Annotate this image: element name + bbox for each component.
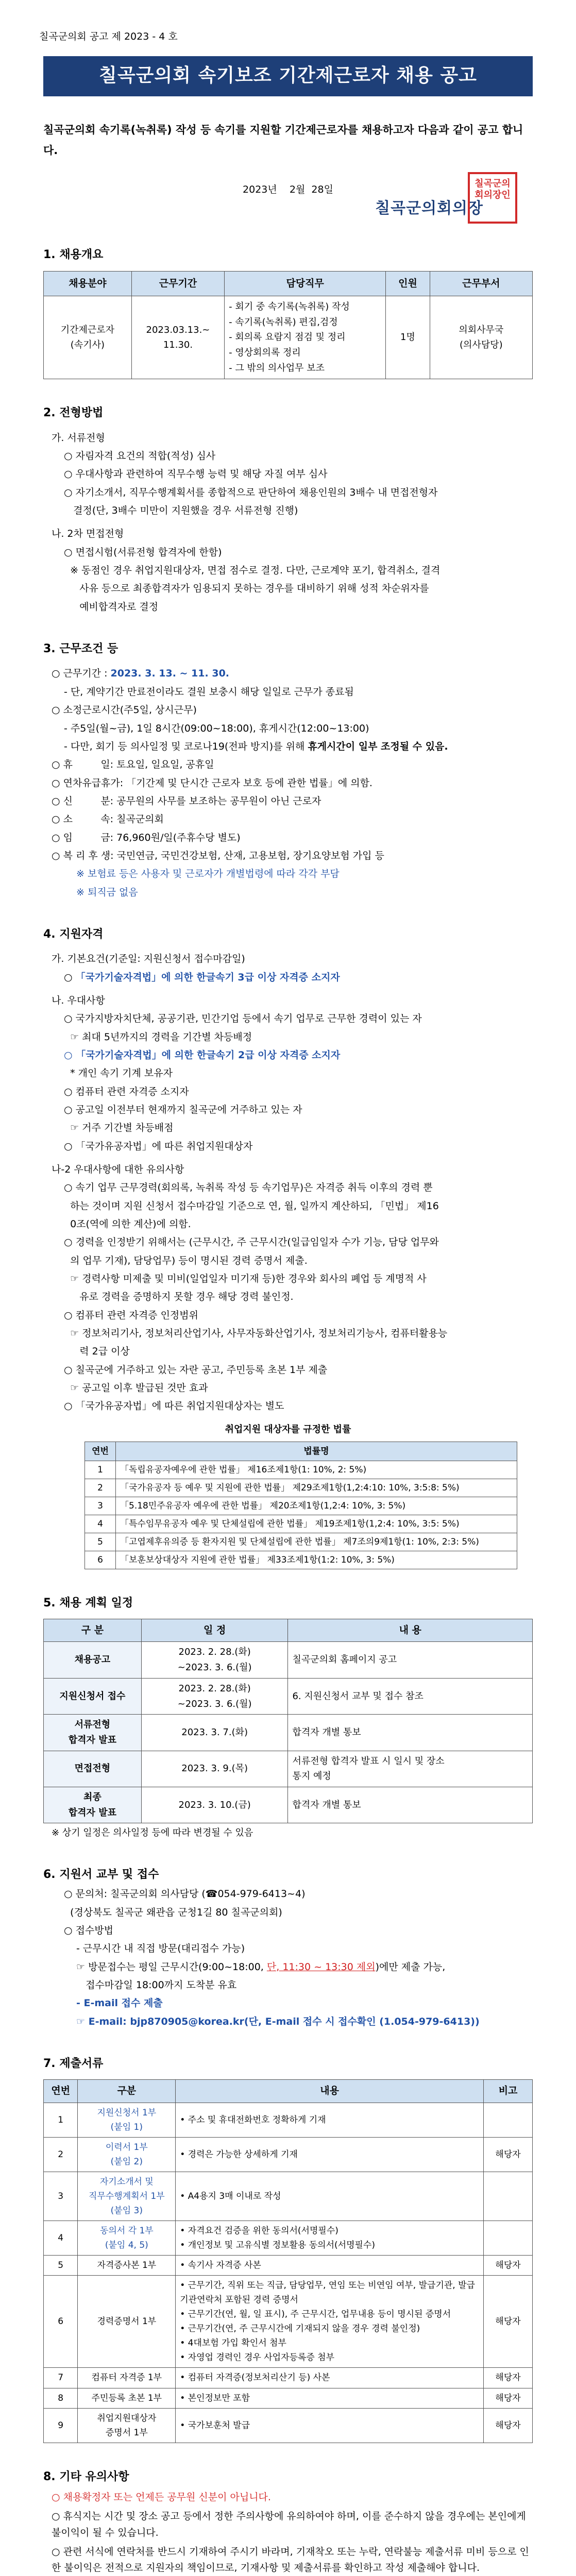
th-dates: 일 정 — [141, 1619, 288, 1642]
th-content: 내 용 — [288, 1619, 533, 1642]
visit-note-excluded: 단, 11:30 ~ 13:30 제외 — [266, 1961, 376, 1973]
th-doc-content: 내용 — [176, 2080, 484, 2103]
content-cell: 6. 지원신청서 교부 및 접수 참조 — [288, 1678, 533, 1714]
law-name: 「고엽제후유의증 등 환자지원 및 단체설립에 관한 법률」 제7조의9제1항(1: 10%, 2:3: 5%) — [116, 1533, 517, 1551]
th-field: 채용분야 — [44, 271, 132, 296]
announcement-date: 2023년 2월 28일 — [243, 183, 333, 195]
cell-period: 2023.03.13.~ 11.30. — [131, 296, 224, 379]
list-item: ○ 임 금: 76,960원/일(주휴수당 별도) — [52, 832, 241, 843]
table-row — [44, 2221, 533, 2256]
doc-no: 4 — [44, 2221, 78, 2256]
doc-content: • 본인정보만 포함 — [176, 2388, 484, 2408]
doc-screening-list — [43, 448, 533, 519]
table-row — [44, 1787, 533, 1823]
page-title: 칠곡군의회 속기보조 기간제근로자 채용 공고 — [43, 56, 533, 96]
table-row — [85, 1497, 517, 1515]
visit-note-b: )에만 제출 가능, — [375, 1961, 446, 1973]
section-qualifications-title: 4. 지원자격 — [43, 927, 104, 941]
th-count: 인원 — [386, 271, 430, 296]
law-name: 「5.18민주유공자 예우에 관한 법률」 제20조제1항(1,2:4: 10%, 3: 5%) — [116, 1497, 517, 1515]
list-item: ○ 「국가유공자법」에 따른 취업지원대상자는 별도 — [64, 1400, 284, 1412]
section-schedule-title: 5. 채용 계획 일정 — [43, 1596, 133, 1609]
doc-note: 해당자 — [484, 2368, 533, 2388]
table-row — [44, 2388, 533, 2408]
doc-type: 취업지원대상자 증명서 1부 — [78, 2408, 176, 2443]
list-item: ○ 신 분: 공무원의 사무를 보조하는 공무원이 아닌 근로자 — [52, 795, 321, 807]
list-item — [43, 739, 533, 755]
list-item: ○ 연차유급휴가: 「기간제 및 단시간 근로자 보호 등에 관한 법률」에 의함. — [52, 777, 372, 789]
list-item: ☞ 최대 5년까지의 경력을 기간별 차등배정 — [64, 1031, 252, 1043]
th-period: 근무기간 — [131, 271, 224, 296]
law-no: 4 — [85, 1515, 116, 1533]
list-item: ☞ 정보처리기사, 정보처리산업기사, 사무자동화산업기사, 정보처리기능사, 컴퓨터활용능 — [64, 1328, 448, 1340]
visit-note — [43, 1959, 533, 1975]
list-item: ○ 속기 업무 근무경력(회의록, 녹취록 작성 등 속기업무)은 자격증 취득 이후의 경력 뿐 — [64, 1182, 433, 1194]
section-overview-title: 1. 채용개요 — [43, 248, 104, 262]
doc-type: 자기소개서 및 직무수행계획서 1부 (붙임 3) — [78, 2172, 176, 2221]
section-documents-title: 7. 제출서류 — [43, 2057, 104, 2071]
doc-no: 5 — [44, 2256, 78, 2276]
doc-no: 2 — [44, 2137, 78, 2172]
doc-content: • 주소 및 휴대전화번호 정확하게 기재 — [176, 2103, 484, 2137]
stage-cell: 채용공고 — [44, 1642, 142, 1678]
doc-content: • 경력은 가능한 상세하게 기재 — [176, 2137, 484, 2172]
doc-no: 8 — [44, 2388, 78, 2408]
list-item: ○ 관련 서식에 연락처를 반드시 기재하여 주시기 바라며, 기재착오 또는 누락, 연락불능 제출서류 미비 등으로 인한 불이익은 전적으로 지원자의 책임이므로, 기재사항 및 제출서류를 확인하고 작성 제출해야 합니다. — [52, 2546, 529, 2574]
list-item: - 주5일(월~금), 1일 8시간(09:00~18:00), 휴게시간(12:00~13:00) — [64, 722, 369, 734]
preference-notes-list — [43, 1180, 533, 1414]
doc-content: • 속기사 자격증 사본 — [176, 2256, 484, 2276]
doc-type: 경력증명서 1부 — [78, 2276, 176, 2368]
law-no: 6 — [85, 1551, 116, 1569]
doc-type: 이력서 1부 (붙임 2) — [78, 2137, 176, 2172]
table-row — [85, 1533, 517, 1551]
list-item: 0조(역에 의한 계산)에 의함. — [64, 1218, 191, 1230]
doc-note — [484, 2172, 533, 2221]
doc-content: • 자격요건 검증을 위한 동의서(서명필수) • 개인정보 및 고유식별 정보활용 동의서(서명필수) — [176, 2221, 484, 2256]
preference-notes-heading: 나-2 우대사항에 대한 유의사항 — [52, 1164, 184, 1176]
doc-content: • 국가보훈처 발급 — [176, 2408, 484, 2443]
contact-line: ○ 문의처: 칠곡군의회 의사담당 (☎054-979-6413~4) — [64, 1888, 306, 1900]
work-period-label: ○ 근무기간 : — [52, 668, 111, 680]
visit-line: - 근무시간 내 직접 방문(대리접수 가능) — [76, 1943, 245, 1955]
list-item: ☞ 경력사항 미제출 및 미비(일업일자 미기재 등)한 경우와 회사의 폐업 등 계명적 사 — [64, 1273, 427, 1285]
doc-type: 주민등록 초본 1부 — [78, 2388, 176, 2408]
th-stage: 구 분 — [44, 1619, 142, 1642]
interview-list — [43, 545, 533, 615]
list-item: 결정(단, 3배수 미만이 지원했을 경우 서류전형 진행) — [64, 505, 298, 517]
section-conditions-title: 3. 근무조건 등 — [43, 642, 118, 656]
work-period-value: 2023. 3. 13. ~ 11. 30. — [110, 668, 230, 680]
list-item: ○ 컴퓨터 관련 자격증 소지자 — [64, 1086, 189, 1097]
list-item: ○ 채용확정자 또는 언제든 공무원 신분이 아닙니다. — [52, 2491, 271, 2503]
interview-heading: 나. 2차 면접전형 — [52, 528, 124, 540]
table-row — [85, 1479, 517, 1497]
law-table-title: 취업지원 대상자를 규정한 법률 — [225, 1423, 351, 1435]
doc-note: 해당자 — [484, 2408, 533, 2443]
table-row — [44, 1678, 533, 1714]
list-item: 예비합격자로 결정 — [64, 601, 159, 613]
address-line: (경상북도 칠곡군 왜관읍 군청1길 80 칠곡군의회) — [64, 1906, 282, 1918]
issuer-name: 칠곡군의회의장 — [375, 199, 483, 217]
stage-cell: 서류전형 합격자 발표 — [44, 1715, 142, 1751]
doc-type: 자격증사본 1부 — [78, 2256, 176, 2276]
email-label: - E-mail 접수 제출 — [76, 1997, 163, 2009]
schedule-flex-text: - 다만, 회기 등 의사일정 및 코로나19(전파 방지)를 위해 — [64, 740, 308, 752]
doc-note: 해당자 — [484, 2388, 533, 2408]
content-cell: 서류전형 합격자 발표 시 일시 및 장소 통지 예정 — [288, 1751, 533, 1787]
doc-no: 3 — [44, 2172, 78, 2221]
cell-field: 기간제근로자 (속기사) — [44, 296, 132, 379]
list-item: ○ 컴퓨터 관련 자격증 인정범위 — [64, 1309, 198, 1321]
doc-content: • 컴퓨터 자격증(정보처리산기 등) 사본 — [176, 2368, 484, 2388]
table-row — [44, 296, 533, 379]
list-item: ☞ 거주 기간별 차등배점 — [64, 1122, 174, 1134]
list-item: ○ 자기소개서, 직무수행계획서를 종합적으로 판단하여 채용인원의 3배수 내 면접전형자 — [64, 486, 438, 498]
list-item: ○ 공고일 이전부터 현재까지 칠곡군에 거주하고 있는 자 — [64, 1104, 302, 1115]
law-no: 1 — [85, 1461, 116, 1479]
table-row — [85, 1461, 517, 1479]
list-item: ☞ 공고일 이후 발급된 것만 효과 — [64, 1382, 208, 1394]
basic-req-text: 「국가기술자격법」에 의한 한글속기 3급 이상 자격증 소지자 — [75, 971, 340, 983]
table-row — [44, 2408, 533, 2443]
th-law-no: 연번 — [85, 1442, 116, 1461]
stage-cell: 최종 합격자 발표 — [44, 1787, 142, 1823]
list-item: 력 2급 이상 — [64, 1346, 130, 1358]
list-item: ※ 동점인 경우 취업지원대상자, 면접 점수로 결정. 다만, 근로계약 포기, 합격취소, 결격 — [64, 565, 441, 577]
stage-cell: 면접전형 — [44, 1751, 142, 1787]
list-item: 유로 경력을 증명하지 못할 경우 해당 경력 불인정. — [64, 1291, 294, 1303]
law-name: 「특수임무유공자 예우 및 단체설립에 관한 법률」 제19조제1항(1,2:4: 10%, 3:5: 5%) — [116, 1515, 517, 1533]
cell-count: 1명 — [386, 296, 430, 379]
table-row — [44, 2103, 533, 2137]
list-item: 사유 등으로 최종합격자가 임용되지 못하는 경우를 대비하기 위해 성적 차순위자를 — [64, 583, 429, 595]
stage-cell: 지원신청서 접수 — [44, 1678, 142, 1714]
list-item: 의 업무 기재), 담당업무) 등이 명시된 경력 증명서 제출. — [64, 1255, 308, 1266]
list-item: ○ 소정근로시간(주5일, 상시근무) — [52, 704, 197, 716]
th-duties: 담당직무 — [225, 271, 386, 296]
doc-note: 해당자 — [484, 2276, 533, 2368]
list-item: ○ 휴식지는 시간 및 장소 공고 등에서 정한 주의사항에 유의하여야 하며, 이를 준수하지 않을 경우에는 본인에게 불이익이 될 수 있습니다. — [52, 2511, 526, 2538]
section-notes-title: 8. 기타 유의사항 — [43, 2470, 129, 2483]
overview-table — [43, 271, 533, 380]
doc-no: 1 — [44, 2103, 78, 2137]
list-item: 하는 것이며 지원 신청서 접수마감일 기준으로 연, 월, 일까지 계산하되, 「민법」 제16 — [64, 1200, 439, 1212]
work-period-note: - 단, 계약기간 만료전이라도 결원 보충시 해당 일일로 근무가 종료됨 — [64, 686, 354, 698]
date-cell: 2023. 3. 10.(금) — [141, 1787, 288, 1823]
th-doc-type: 구분 — [78, 2080, 176, 2103]
work-period-line — [43, 666, 533, 682]
law-no: 5 — [85, 1533, 116, 1551]
th-doc-no: 연번 — [44, 2080, 78, 2103]
cell-dept: 의회사무국 (의사담당) — [430, 296, 532, 379]
notice-number: 칠곡군의회 공고 제 2023 - 4 호 — [39, 31, 178, 42]
doc-no: 7 — [44, 2368, 78, 2388]
list-item: ○ 복 리 후 생: 국민연금, 국민건강보험, 산재, 고용보험, 장기요양보험 가입 등 — [52, 850, 384, 861]
law-name: 「국가유공자 등 예우 및 지원에 관한 법률」 제29조제1항(1,2:4:10: 10%, 3:5:8: 5%) — [116, 1479, 517, 1497]
list-item: ○ 국가지방자치단체, 공공기관, 민간기업 등에서 속기 업무로 근무한 경력이 있는 자 — [64, 1013, 422, 1025]
list-item: ○ 「국가유공자법」에 따른 취업지원대상자 — [64, 1140, 253, 1152]
table-row — [44, 2276, 533, 2368]
table-row — [44, 2172, 533, 2221]
list-item: ○ 「국가기술자격법」에 의한 한글속기 2급 이상 자격증 소지자 — [64, 1049, 341, 1061]
email-note[interactable]: ☞ E-mail: bjp870905@korea.kr(단, E-mail 접수 시 접수확인 (1.054-979-6413)) — [76, 2015, 480, 2027]
list-item: ○ 자림자격 요건의 적합(적성) 심사 — [64, 450, 216, 462]
law-no: 2 — [85, 1479, 116, 1497]
date-cell: 2023. 2. 28.(화) ~2023. 3. 6.(월) — [141, 1642, 288, 1678]
table-row — [85, 1515, 517, 1533]
doc-note — [484, 2103, 533, 2137]
doc-type: 지원신청서 1부 (붙임 1) — [78, 2103, 176, 2137]
table-row — [44, 2256, 533, 2276]
doc-screening-heading: 가. 서류전형 — [52, 432, 105, 444]
doc-note: 해당자 — [484, 2256, 533, 2276]
note-item: ※ 퇴직금 없음 — [76, 886, 138, 898]
th-doc-note: 비고 — [484, 2080, 533, 2103]
list-item: ○ 칠곡군에 거주하고 있는 자란 공고, 주민등록 초본 1부 제출 — [64, 1364, 328, 1376]
date-cell: 2023. 3. 7.(화) — [141, 1715, 288, 1751]
preference-heading: 나. 우대사항 — [52, 994, 105, 1006]
list-item: ○ 경력을 인정받기 위해서는 (근무시간, 주 근무시간(일급임일자 수가 기능, 담당 업무와 — [64, 1236, 439, 1248]
th-dept: 근무부서 — [430, 271, 532, 296]
section-selection-title: 2. 전형방법 — [43, 406, 104, 420]
visit-note-deadline: 접수마감일 18:00까지 도착분 유효 — [76, 1979, 237, 1991]
list-item: ○ 면접시험(서류전형 합격자에 한함) — [64, 546, 222, 558]
content-cell: 합격자 개별 통보 — [288, 1715, 533, 1751]
date-cell: 2023. 3. 9.(목) — [141, 1751, 288, 1787]
schedule-note: ※ 상기 일정은 의사일정 등에 따라 변경될 수 있음 — [52, 1827, 253, 1839]
list-item: ○ 소 속: 칠곡군의회 — [52, 814, 164, 825]
doc-note: 해당자 — [484, 2137, 533, 2172]
method-heading: ○ 접수방법 — [64, 1925, 114, 1937]
schedule-table — [43, 1619, 533, 1823]
law-no: 3 — [85, 1497, 116, 1515]
doc-note — [484, 2221, 533, 2256]
visit-note-a: ☞ 방문접수는 평일 근무시간(9:00~18:00, — [76, 1961, 267, 1973]
doc-type: 컴퓨터 자격증 1부 — [78, 2368, 176, 2388]
basic-req-heading: 가. 기본요건(기준일: 지원신청서 접수마감일) — [52, 953, 245, 965]
note-item: ※ 보험료 등은 사용자 및 근로자가 개별법령에 따라 각각 부담 — [76, 868, 340, 880]
schedule-flex-bold: 휴게시간이 일부 조정될 수 있음. — [308, 740, 448, 752]
table-row — [44, 2137, 533, 2172]
law-table — [84, 1442, 517, 1569]
doc-type: 동의서 각 1부 (붙임 4, 5) — [78, 2221, 176, 2256]
table-row — [44, 1715, 533, 1751]
doc-no: 6 — [44, 2276, 78, 2368]
official-seal: 칠곡군의회의장인 — [468, 172, 517, 224]
law-name: 「독립유공자예우에 관한 법률」 제16조제1항(1: 10%, 2: 5%) — [116, 1461, 517, 1479]
date-cell: 2023. 2. 28.(화) ~2023. 3. 6.(월) — [141, 1678, 288, 1714]
list-item: ○ 우대사항과 관련하여 직무수행 능력 및 해당 자질 여부 심사 — [64, 468, 328, 480]
documents-table — [43, 2079, 533, 2443]
doc-content: • 근무기간, 직위 또는 직급, 담당업무, 연임 또는 비연임 여부, 발급기관, 발급기관연락처 포함된 경력 증명서 • 근무기간(연, 월, 일 표시), 주 근무시간, 업무내용 등이 명시된 증명서 • 근무기간(연, 주 근무시간에 기재되지 않을 경우 경력 불인정) • 4대보험 가입 확인서 첨부 • 자영업 경력인 경우 사업자등록증 첨부 — [176, 2276, 484, 2368]
content-cell: 칠곡군의회 홈페이지 공고 — [288, 1642, 533, 1678]
doc-content: • A4용지 3매 이내로 작성 — [176, 2172, 484, 2221]
preference-list — [43, 1011, 533, 1155]
doc-no: 9 — [44, 2408, 78, 2443]
section-application-title: 6. 지원서 교부 및 접수 — [43, 1868, 159, 1882]
th-law-name: 법률명 — [116, 1442, 517, 1461]
list-item: ○ 휴 일: 토요일, 일요일, 공휴일 — [52, 759, 214, 771]
law-name: 「보훈보상대상자 지원에 관한 법률」 제33조제1항(1:2: 10%, 3: 5%) — [116, 1551, 517, 1569]
lead-paragraph: 칠곡군의회 속기록(녹취록) 작성 등 속기를 지원할 기간제근로자를 채용하고자 다음과 같이 공고 합니다. — [43, 123, 523, 157]
notes-list — [43, 2489, 533, 2576]
cell-duties: - 회기 중 속기록(녹취록) 작성 - 속기록(녹취록) 편집,검정 - 회의록 요람지 점검 및 정리 - 영상회의록 정리 - 그 밖의 의사업무 보조 — [225, 296, 386, 379]
content-cell: 합격자 개별 통보 — [288, 1787, 533, 1823]
table-row — [44, 1751, 533, 1787]
basic-req-item: ○ 「국가기술자격법」에 의한 한글속기 3급 이상 자격증 소지자 — [64, 971, 340, 983]
list-item: * 개인 속기 기계 보유자 — [64, 1067, 173, 1079]
table-row — [44, 1642, 533, 1678]
table-row — [85, 1551, 517, 1569]
table-row — [44, 2368, 533, 2388]
